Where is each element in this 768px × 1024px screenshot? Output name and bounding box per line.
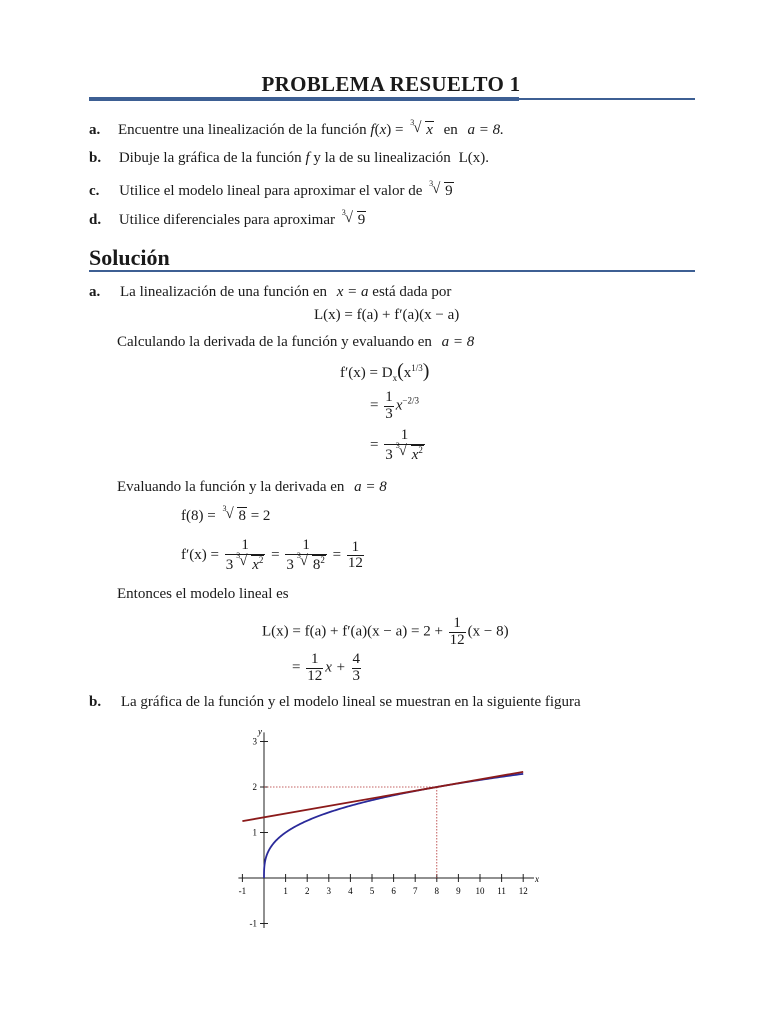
solution-label: a.: [89, 284, 101, 300]
problem-text: Dibuje la gráfica de la función: [118, 150, 302, 166]
derivative-step-2: = $\frac{1}{3}$ $x^{-2/3}$: [370, 389, 419, 422]
problem-d: [89, 208, 366, 229]
frac-num: 1: [241, 537, 249, 553]
intro-var: x = a: [336, 284, 369, 300]
rad-body: x: [411, 446, 419, 463]
problem-text: Utilice diferenciales para aproximar: [118, 212, 335, 228]
frac-num: 1: [351, 538, 360, 555]
fprime8-line: f′(x) = 1 3 3 √ $x^2$ = 1 3 3 √ $8^2$ = $\frac{1}{12}$: [181, 537, 363, 573]
x-tick-label: 12: [518, 886, 528, 896]
frac-den-pre: 3: [385, 446, 393, 463]
deriv-arg: x: [403, 365, 412, 381]
x-tick-label: 7: [412, 886, 418, 896]
problem-label: b.: [89, 150, 102, 166]
solution-a-intro: [89, 284, 451, 301]
problem-text: Encuentre una linealización de la función: [118, 122, 367, 138]
model-lhs: L(x) = f(a) + f′(a)(x − a) = 2 +: [262, 623, 443, 640]
x-tick-label: -1: [238, 886, 247, 896]
solution-heading: Solución: [89, 245, 170, 270]
rad-body: 8: [238, 508, 246, 524]
eval-line: [117, 479, 387, 496]
model-tail: (x − 8): [467, 623, 509, 640]
fp8-lhs: f′(x) =: [181, 547, 219, 564]
frac-den-pre: 3: [286, 556, 294, 573]
rad-body: x: [252, 556, 259, 573]
solution-label: b.: [89, 694, 102, 710]
frac-num: 1: [302, 537, 310, 553]
y-tick-label: 1: [252, 827, 257, 838]
frac-den: 12: [449, 631, 465, 648]
x-tick-label: 8: [434, 886, 440, 896]
x-tick-label: 4: [348, 886, 353, 896]
y-tick-label: 3: [252, 736, 257, 747]
y-axis-label: y: [258, 726, 262, 737]
x-tick-label: 9: [456, 886, 461, 896]
x-tick-label: 6: [391, 886, 396, 896]
deriv-exp: 1/3: [411, 363, 423, 373]
problem-text-mid: y la de su linealización: [313, 150, 451, 166]
y-tick-label: -1: [249, 918, 257, 929]
problem-tail: en: [443, 122, 458, 138]
calc-line: [117, 334, 474, 351]
derivative-step-1: $f'(x) = D_x(x^{1/3})$: [340, 360, 430, 383]
x-tick-label: 5: [369, 886, 375, 896]
x-tick-label: 11: [497, 886, 506, 896]
model-line-2: = $\frac{1}{12}$ x + $\frac{4}{3}$: [292, 651, 360, 684]
f8-line: f(8) = 3 √ 8 = 2: [181, 504, 271, 524]
solution-b: [89, 694, 581, 711]
deriv-exp: −2/3: [402, 395, 419, 406]
calc-value: a = 8: [441, 334, 475, 350]
x-tick-label: 3: [326, 886, 332, 896]
problem-c: [89, 179, 454, 200]
frac-num: 1: [310, 651, 319, 667]
rad-body: 8: [312, 556, 321, 573]
cube-root-9: 3 √ 9: [429, 179, 453, 199]
x-axis-label: x: [535, 874, 539, 884]
deriv-sub: x: [392, 373, 398, 383]
frac-num: 1: [453, 615, 461, 631]
cube-root-9: 3 √ 9: [341, 208, 366, 228]
derivative-step-3: = 1 3 3 √ $x^2$: [370, 427, 423, 463]
solution-b-text: La gráfica de la función y el modelo lineal se muestran en la siguiente figura: [120, 694, 581, 710]
problem-text: Utilice el modelo lineal para aproximar el valor de: [119, 183, 423, 199]
rad-exp: 2: [320, 554, 325, 565]
then-line: Entonces el modelo lineal es: [117, 586, 289, 602]
y-tick-label: 2: [252, 782, 257, 792]
function-curve: [264, 774, 523, 878]
rad-exp: 2: [418, 444, 423, 455]
problem-b: [89, 150, 489, 167]
x-tick-label: 10: [475, 886, 485, 896]
x-tick-label: 1: [283, 886, 288, 896]
linearization-chart: [228, 722, 548, 952]
frac-den: 12: [347, 555, 363, 572]
x-tick-label: 2: [304, 886, 310, 896]
rad-exp: 2: [258, 554, 264, 565]
f8-lhs: f(8) =: [181, 508, 216, 524]
linearization-formula: L(x) = f(a) + f′(a)(x − a): [314, 307, 460, 323]
frac-den: 3: [352, 667, 360, 684]
problem-label: d.: [89, 212, 102, 228]
deriv-base: x: [395, 397, 403, 414]
frac-num: 4: [352, 651, 360, 667]
problem-label: c.: [89, 183, 100, 199]
deriv-lhs: f′(x) = D: [340, 365, 393, 381]
model-line-1: [262, 616, 509, 649]
intro-tail: está dada por: [372, 284, 452, 300]
function-symbol: f: [305, 150, 310, 166]
cube-root-x: 3 √ x: [410, 118, 433, 138]
f8-rhs: = 2: [250, 508, 271, 524]
page-title: PROBLEMA RESUELTO 1: [261, 72, 521, 96]
eval-text: Evaluando la función y la derivada en: [117, 479, 345, 495]
linear-model-line: [242, 772, 523, 821]
problem-label: a.: [89, 122, 101, 138]
frac-den: 3: [385, 405, 393, 422]
problem-a: a. Encuentre una linealización de la función f(x) = 3 √ x en a = 8.: [89, 118, 504, 138]
eval-value: a = 8: [354, 479, 387, 495]
frac-den-pre: 3: [225, 556, 234, 573]
calc-text: Calculando la derivada de la función y evaluando en: [117, 334, 432, 350]
model-mid: x +: [325, 659, 346, 676]
frac-num: 1: [400, 427, 409, 443]
frac-num: 1: [385, 389, 393, 405]
problem-tail: L(x).: [458, 150, 489, 166]
problem-value: a = 8.: [467, 122, 504, 138]
frac-den: 12: [307, 667, 323, 684]
intro-text: La linealización de una función en: [120, 284, 327, 300]
